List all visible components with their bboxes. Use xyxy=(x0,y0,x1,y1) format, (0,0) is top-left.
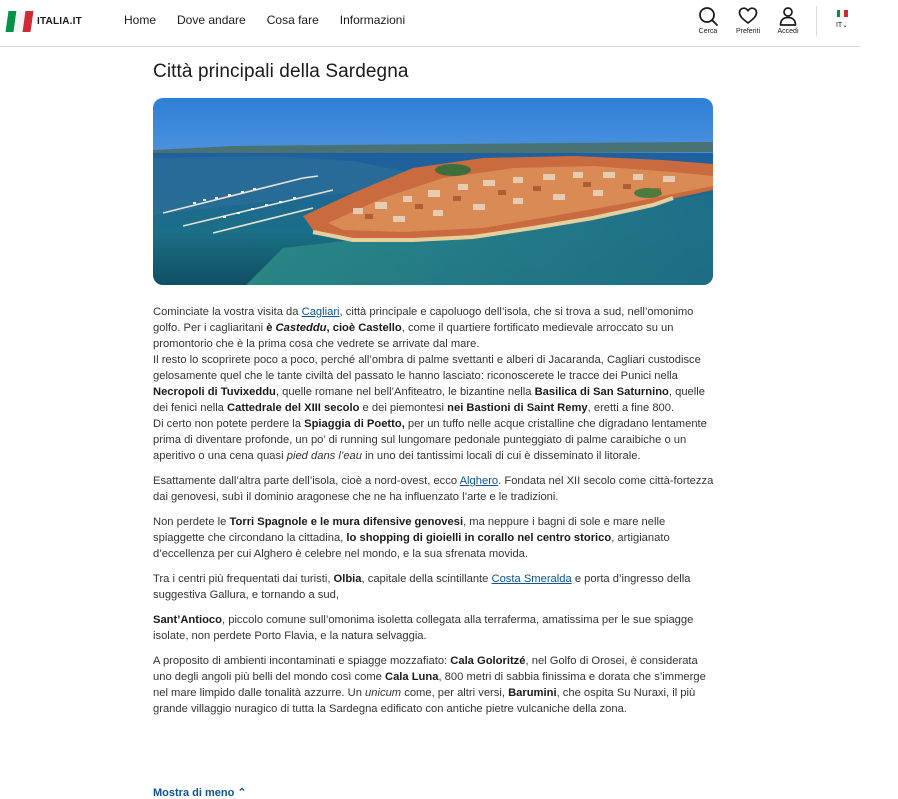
link-cagliari[interactable]: Cagliari xyxy=(301,306,340,318)
paragraph-alghero-sights: Non perdete le Torri Spagnole e le mura difensive genovesi, ma neppure i bagni di sole e mare nelle spiaggette che circondano la cittadina, lo shopping di gioielli in corallo nel centro storico, artigianato d’eccellenza per cui Alghero è celebre nel mondo, e la sua sfrenata movida. xyxy=(153,516,670,560)
site-header xyxy=(0,0,860,47)
show-less-link[interactable]: Mostra di meno ⌃ xyxy=(153,787,247,799)
search-button[interactable] xyxy=(688,6,728,35)
site-logo[interactable] xyxy=(7,11,82,32)
page-title: Città principali della Sardegna xyxy=(153,61,409,82)
paragraph-alghero: Esattamente dall’altra parte dell’isola, cioè a nord-ovest, ecco Alghero. Fondata nel XII secolo come città-fortezza dai genovesi, subì il dominio aragonese che ne ha influenzato l’arte e le tradizioni. xyxy=(153,475,714,503)
hero-image xyxy=(153,98,713,285)
search-icon xyxy=(698,6,718,26)
search-label: Cerca xyxy=(698,28,718,35)
heart-icon xyxy=(738,6,758,26)
italy-flag-icon xyxy=(6,11,34,32)
language-selector[interactable] xyxy=(834,10,850,29)
nav-dove-andare[interactable]: Dove andare xyxy=(177,13,246,27)
login-label: Accedi xyxy=(777,28,799,35)
italy-flag-small-icon xyxy=(837,10,848,17)
nav-home[interactable]: Home xyxy=(124,13,157,27)
language-code: IT⌄ xyxy=(835,22,849,29)
header-divider xyxy=(816,6,817,36)
paragraph-olbia: Tra i centri più frequentati dai turisti, Olbia, capitale della scintillante Costa Smeralda e porta d’ingresso della suggestiva Gallura, e tornando a sud, xyxy=(153,573,691,601)
favorites-button[interactable] xyxy=(728,6,768,35)
login-button[interactable] xyxy=(768,6,808,35)
main-nav xyxy=(124,13,427,27)
nav-cosa-fare[interactable]: Cosa fare xyxy=(266,13,319,27)
user-icon xyxy=(778,6,798,26)
favorites-label: Preferiti xyxy=(735,28,761,35)
logo-text: ITALIA.IT xyxy=(37,16,82,27)
paragraph-cagliari: Cominciate la vostra visita da Cagliari, città principale e capoluogo dell’isola, che si trova a sud, nell’omonimo golfo. Per i cagliaritani è Casteddu, cioè Castello, come il quartiere fortificato medievale arroccato su un promontorio che è la prima cosa che vedrete se arrivate dal mare. Il resto lo scoprirete poco a poco, perché all’ombra di palme svettanti e alberi di Jacaranda, Cagliari custodisce gelosamente quel che le tante civiltà del passato le hanno lasciato: riconoscerete le tracce dei Punici nella Necropoli di Tuvixeddu, quelle romane nel bell’Anfiteatro, le bizantine nella Basilica di San Saturnino, quelle dei fenici nella Cattedrale del XIII secolo e dei piemontesi nei Bastioni di Saint Remy, eretti a fine 800. Di certo non potete perdere la Spiaggia di Poetto, per un tuffo nelle acque cristalline che digradano lentamente prima di diventare profonde, un po’ di running sul lungomare pedonale punteggiato di palme caraibiche o un aperitivo o una cena quasi pied dans l’eau in uno dei tantissimi locali di cui è disseminato il litorale. xyxy=(153,306,707,462)
article-body xyxy=(153,304,715,726)
paragraph-cala-goloritze: A proposito di ambienti incontaminati e spiagge mozzafiato: Cala Goloritzé, nel Golfo di Orosei, è considerata uno degli angoli più belli del mondo così come Cala Luna, 800 metri di sabbia finissima e dorata che s’immerge nel mare limpido dalle tonalità azzurre. Un unicum come, per altri versi, Barumini, che ospita Su Nuraxi, il più grande villaggio nuragico di tutta la Sardegna edificato con antiche pietre vulcaniche della zona. xyxy=(153,655,706,715)
link-alghero[interactable]: Alghero xyxy=(459,475,499,487)
nav-informazioni[interactable]: Informazioni xyxy=(339,13,406,27)
link-costa-smeralda[interactable]: Costa Smeralda xyxy=(491,573,572,585)
paragraph-santantioco: Sant’Antioco, piccolo comune sull’omonima isoletta collegata alla terraferma, amatissima per le sue spiagge isolate, non perdete Porto Flavia, e la natura selvaggia. xyxy=(153,614,694,642)
